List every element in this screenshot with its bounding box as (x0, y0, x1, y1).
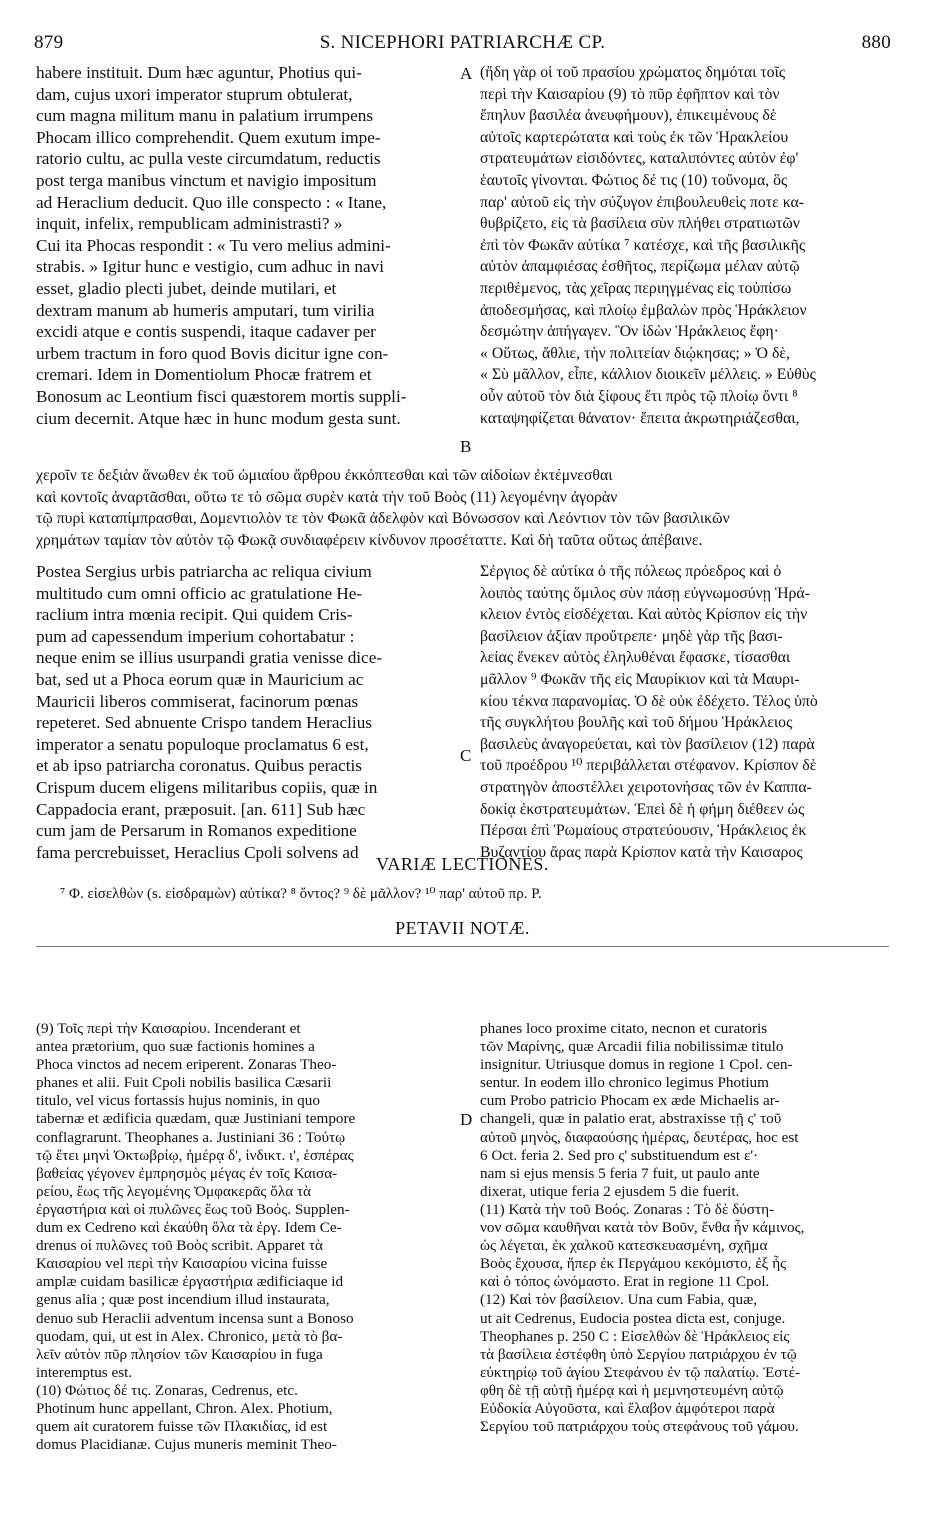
note-right-line: φθη δὲ τῇ αὐτῇ ἡμέρᾳ καὶ ἡ μεμνηστευμένη αὐτῷ (480, 1381, 784, 1399)
greek-full-line: χρημάτων ταμίαν τὸν αὐτὸν τῷ Φωκᾷ συνδιαφέρειν κίνδυνον προσέταττε. Καὶ δὴ ταῦτα οὕτως ἀπέβαινε. (36, 531, 703, 549)
note-right-line: (11) Κατὰ τὴν τοῦ Βοός. Zonaras : Τὸ δὲ δύστη- (480, 1200, 775, 1218)
note-left-line: drenus οἱ πυλῶνες τοῦ Βοὸς scribit. Apparet τὰ (36, 1237, 323, 1255)
latin-second-line: imperator a senatu populoque proclamatus 6 est, (36, 734, 369, 754)
latin-main-line: cium decernit. Atque hæc in hunc modum gesta sunt. (36, 408, 401, 428)
greek-main-line: παρ' αὐτοῦ εἰς τὴν σύζυγον ἐπιβουλευθεὶς ποτε κα- (480, 193, 805, 211)
latin-second-line: Crispum ducem eligens militaribus copiis, quæ in (36, 777, 378, 797)
greek-full-line: καὶ κοντοῖς ἀναρτᾶσθαι, οὕτω τε τὸ σῶμα συρὲν κατὰ τὴν τοῦ Βοὸς (11) λεγομένην ἀγορὰν (36, 488, 618, 506)
note-left-line: Photinum hunc appellant, Chron. Alex. Photium, (36, 1399, 333, 1417)
note-right-line: Theophanes p. 250 C : Εἰσελθὼν δὲ Ἡράκλειος εἰς (480, 1327, 790, 1345)
latin-main-line: urbem tractum in foro quod Bovis dicitur igne con- (36, 343, 389, 363)
notes-right-column (480, 1020, 900, 1436)
note-right-line: εὐκτηρίῳ τοῦ ἁγίου Στεφάνου ἐν τῷ παλατίῳ. Ἐστέ- (480, 1363, 801, 1381)
latin-main-line: ad Heraclium deducit. Quo ille conspecto : « Itane, (36, 192, 387, 212)
latin-second-line: fama percrebuisset, Heraclius Cpoli solvens ad (36, 842, 359, 862)
note-left-line: βαθείας γέγονεν ἐμπρησμὸς μέγας ἐν τοῖς Καισα- (36, 1164, 338, 1182)
greek-second-line: κλειον ἐντὸς εἰσδέχεται. Καὶ αὐτὸς Κρίσπον εἰς τὴν (480, 606, 808, 624)
greek-full-line: χεροῖν τε δεξιὰν ἄνωθεν ἐκ τοῦ ὠμιαίου ἄρθρου ἐκκόπτεσθαι καὶ τῶν αἰδοίων ἐκτέμνεσθαι (36, 467, 613, 484)
greek-full-width-text (36, 465, 902, 551)
latin-main-line: cum magna militum manu in palatium irrumpens (36, 106, 374, 126)
greek-main-line: ἀποδεσμήσας, καὶ πλοίῳ ἐμβαλὼν πρὸς Ἡράκλειον (480, 301, 807, 319)
note-left-line: dum ex Cedreno καὶ ἐκαύθη ὅλα τὰ ἐργ. Idem Ce- (36, 1219, 342, 1237)
variae-lectiones-heading: VARIÆ LECTIONES. (376, 854, 549, 874)
petavii-notae-heading: PETAVII NOTÆ. (395, 918, 530, 938)
latin-main-line: Phocam illico comprehendit. Quem exutum impe- (36, 127, 381, 147)
latin-main-line: cremari. Idem in Domentiolum Phocæ fratrem et (36, 365, 372, 385)
note-left-line: ἐργαστήρια καὶ οἱ πυλῶνες ἕως τοῦ Βοός. Supplen- (36, 1200, 350, 1218)
greek-main-line: (ἤδη γὰρ οἱ τοῦ πρασίου χρώματος δημόται τοῖς (480, 64, 786, 81)
note-right-line: phanes loco proxime citato, necnon et curatoris (480, 1020, 768, 1037)
greek-second-line: βασιλεὺς ἀναγορεύεται, καὶ τὸν βασίλειον (12) παρὰ (480, 735, 815, 753)
margin-marker-a: A (460, 64, 473, 83)
latin-main-line: ratorio cultu, ac pulla veste circumdatum, reductis (36, 149, 381, 169)
greek-main-line: ἐπὶ τὸν Φωκᾶν αὐτίκα ⁷ κατέσχε, καὶ τῆς βασιλικῆς (480, 236, 806, 254)
latin-main-line: esset, gladio plecti jubet, deinde mutilari, et (36, 278, 337, 298)
note-left-line: (10) Φώτιος δέ τις. Zonaras, Cedrenus, etc. (36, 1381, 298, 1399)
note-left-line: Phoca vinctos ad necem eriperent. Zonaras Theo- (36, 1056, 337, 1074)
note-left-line: Καισαρίου vel περὶ τὴν Καισαρίου vicina fuisse (36, 1255, 328, 1273)
note-left-line: λεῖν αὐτὸν πῦρ πλησίον τῶν Καισαρίου in fuga (36, 1345, 323, 1363)
note-right-line: changeli, quæ in palatio erat, abstraxisse τῇ ς' τοῦ (480, 1110, 782, 1128)
note-left-line: τῷ ἔτει μηνὶ Ὀκτωβρίῳ, ἡμέρᾳ δ', ἰνδικτ. ι', ἑσπέρας (36, 1146, 354, 1164)
note-left-line: ρείου, ἕως τῆς λεγομένης Ὀμφακερᾶς ὅλα τὰ (36, 1182, 312, 1200)
note-left-line: quem ait curatorem fuisse τῶν Πλακιδίας, id est (36, 1418, 328, 1436)
greek-main-line: δεσμώτην ἀπήγαγεν. Ὃν ἰδὼν Ἡράκλειος ἔφη· (480, 323, 779, 341)
running-header (34, 32, 891, 58)
note-left-line: conflagrarunt. Theophanes a. Justiniani 36 : Τούτῳ (36, 1128, 346, 1146)
greek-second-line: λείας ἕνεκεν αὐτὸς ἐληλυθέναι ἔφασκε, τίσασθαι (480, 649, 791, 667)
note-left-line: tabernæ et ædificia quædam, quæ Justiniani tempore (36, 1110, 356, 1128)
note-right-line: Βοὸς ἔχουσα, ἥπερ ἐκ Περγάμου κεκόμιστο, ἐξ ἧς (480, 1255, 787, 1273)
greek-main-line: οὖν αὐτοῦ τὸν διὰ ξίφους ἔτι πρὸς τῷ πλοίῳ ὄντι ⁸ (480, 387, 798, 405)
greek-second-line: δοκίᾳ ἐκστρατευμάτων. Ἐπεὶ δὲ ἡ φήμη διέθεεν ὡς (480, 800, 805, 818)
greek-main-line: « Οὕτως, ἄθλιε, τὴν πολιτείαν διῴκησας; » Ὁ δὲ, (480, 344, 790, 362)
latin-second-line: bat, sed ut a Phoca eorum quæ in Mauricium ac (36, 669, 364, 689)
greek-second-line: Σέργιος δὲ αὐτίκα ὁ τῆς πόλεως πρόεδρος καὶ ὁ (480, 563, 782, 580)
note-right-line: dixerat, utique feria 2 ejusdem 5 die fuerit. (480, 1182, 740, 1200)
latin-second-line: Cappadocia erant, præposuit. [an. 611] Sub hæc (36, 799, 366, 819)
latin-second-line: repeteret. Sed abnuente Crispo tandem Heraclius (36, 713, 372, 733)
latin-second-line: et ab ipso patriarcha coronatus. Quibus peractis (36, 756, 362, 776)
greek-second-line: τῆς συγκλήτου βουλῆς καὶ τοῦ δήμου Ἡράκλειος (480, 714, 793, 732)
greek-second-line: Βυζαντίου ἄρας παρὰ Κρίσπον κατὰ τὴν Καισαρος (480, 843, 803, 861)
latin-second-line: cum jam de Persarum in Romanos expeditione (36, 821, 357, 841)
latin-main-line: habere instituit. Dum hæc aguntur, Photius qui- (36, 63, 362, 82)
latin-second-column (36, 561, 456, 863)
note-right-line: αὐτοῦ μηνὸς, διαφαούσης ἡμέρας, δευτέρας, hoc est (480, 1128, 799, 1146)
note-right-line: nam si ejus mensis 5 feria 7 fuit, ut paulo ante (480, 1164, 760, 1182)
greek-main-line: θυβρίζετο, εἰς τὰ βασίλεια σὺν πλήθει στρατιωτῶν (480, 215, 800, 233)
note-right-line: ὡς λέγεται, ἐκ χαλκοῦ κατεσκευασμένη, σχῆμα (480, 1237, 768, 1255)
note-right-line: insignitur. Utriusque domus in regione 1 Cpol. cen- (480, 1056, 793, 1074)
greek-main-line: στρατευμάτων εἰσιδόντες, καταλιπόντες αὐτὸν ἐφ' (480, 150, 799, 168)
latin-second-line: Postea Sergius urbis patriarcha ac reliqua civium (36, 562, 372, 581)
greek-main-line: ἔπηλυν βασιλέα ἀνευφήμουν), ἐπικειμένους δὲ (480, 107, 777, 125)
note-left-line: titulo, vel vicus fortassis hujus nominis, in quo (36, 1092, 320, 1110)
note-left-line: (9) Τοῖς περὶ τὴν Καισαρίου. Incenderant et (36, 1020, 301, 1037)
greek-second-line: βασίλειον ἀξίαν προὔτρεπε· μηδὲ γὰρ τῆς βασι- (480, 627, 783, 645)
greek-second-line: κίου τέκνα παρανομίας. Ὁ δὲ οὐκ ἐδέχετο. Τέλος ὑπὸ (480, 692, 818, 710)
note-right-line: νον σῶμα καυθῆναι κατὰ τὸν Βοῦν, ἔνθα ἦν κάμινος, (480, 1219, 805, 1237)
running-title: S. NICEPHORI PATRIARCHÆ CP. (319, 32, 606, 53)
latin-main-line: dam, cujus uxori imperator stuprum obtulerat, (36, 84, 353, 104)
greek-main-line: περὶ τὴν Καισαρίου (9) τὸ πῦρ ἐφῆπτον καὶ τὸν (480, 85, 780, 103)
note-right-line: καὶ ὁ τόπος ὠνόμαστο. Erat in regione 11 Cpol. (480, 1273, 770, 1291)
greek-second-line: τοῦ προέδρου ¹⁰ περιβάλλεται στέφανον. Κρίσπον δὲ (480, 757, 817, 775)
latin-main-line: dextram manum ab humeris amputari, tum virilia (36, 300, 375, 320)
note-right-line: Σεργίου τοῦ πατριάρχου τοὺς στεφάνους τοῦ γάμου. (480, 1418, 799, 1436)
greek-full-line: τῷ πυρὶ καταπίμπρασθαι, Δομεντιολὸν τε τὸν Φωκᾶ ἀδελφὸν καὶ Βόνωσσον καὶ Λεόντιον τὸν τῶν βασιλικῶν (36, 510, 730, 528)
greek-second-line: μᾶλλον ⁹ Φωκᾶν τῆς εἰς Μαυρίκιον καὶ τὰ Μαυρι- (480, 670, 800, 688)
note-right-line: (12) Καὶ τὸν βασίλειον. Una cum Fabia, quæ, (480, 1291, 758, 1309)
greek-second-line: στρατηγὸν ἀποστέλλει χειροτονήσας τῶν ἐν Καππα- (480, 778, 812, 796)
note-left-line: interemptus est. (36, 1363, 133, 1381)
page-number-right: 880 (861, 32, 891, 53)
greek-main-line: αὐτοῖς καρτερώτατα καὶ τοὺς ἐκ τῶν Ἡρακλείου (480, 128, 789, 146)
latin-second-line: pum ad capessendum imperium cohortabatur : (36, 626, 355, 646)
section-divider (36, 946, 889, 947)
note-right-line: τὰ βασίλεια ἐστέφθη ὑπὸ Σεργίου πατριάρχου ἐν τῷ (480, 1345, 797, 1363)
greek-main-line: « Σὺ μᾶλλον, εἶπε, κάλλιον διοικεῖν μέλλεις. » Εὐθὺς (480, 366, 816, 384)
note-left-line: genus alia ; quæ post incendium illud instaurata, (36, 1291, 330, 1309)
notes-left-column (36, 1020, 456, 1454)
greek-second-column (480, 561, 900, 863)
margin-marker-d: D (460, 1110, 473, 1129)
note-right-line: τῶν Μαρίνης, quæ Arcadii filia nobilissimæ titulo (480, 1038, 784, 1056)
note-left-line: denuo sub Heraclii adventum incensa sunt a Bonoso (36, 1309, 354, 1327)
note-right-line: sentur. In eodem illo chronico legimus Photium (480, 1074, 769, 1092)
greek-second-line: Πέρσαι ἐπὶ Ῥωμαίους στρατεύουσιν, Ἡράκλειος ἐκ (480, 822, 807, 840)
variae-lectiones-text: ⁷ Φ. εἰσελθὼν (s. εἰσδραμὼν) αὐτίκα? ⁸ ὄντος? ⁹ δὲ μᾶλλον? ¹⁰ παρ' αὐτοῦ πρ. P. (60, 886, 542, 902)
latin-main-line: Cui ita Phocas respondit : « Tu vero melius admini- (36, 235, 391, 255)
latin-main-line: inquit, infelix, rempublicam administrasti? » (36, 214, 343, 234)
greek-main-line: ἑαυτοῖς γίνονται. Φώτιος δέ τις (10) τοὔνομα, ὃς (480, 171, 788, 189)
latin-main-line: excidi atque e contis suspendi, itaque cadaver per (36, 322, 376, 342)
note-left-line: amplæ cuidam basilicæ ἐργαστήρια ædificiaque id (36, 1273, 344, 1291)
latin-main-line: strabis. » Igitur hunc e vestigio, cum adhuc in navi (36, 257, 384, 277)
note-right-line: 6 Oct. feria 2. Sed pro ς' substituendum est ε'· (480, 1146, 759, 1164)
note-left-line: domus Placidianæ. Cujus muneris meminit Theo- (36, 1436, 337, 1454)
note-right-line: ut ait Cedrenus, Eudocia postea dicta est, conjuge. (480, 1309, 786, 1327)
note-right-line: Εὐδοκία Αὐγοῦστα, καὶ ἔλαβον ἀμφότεροι παρὰ (480, 1399, 775, 1417)
latin-second-line: neque enim se illius usurpandi gratia venisse dice- (36, 648, 383, 668)
greek-second-line: λοιπὸς ταύτης ὅμιλος σὺν πάσῃ εὐγνωμοσύνῃ Ἡρά- (480, 584, 810, 602)
note-left-line: phanes et alii. Fuit Cpoli nobilis basilica Cæsarii (36, 1074, 332, 1092)
latin-main-line: post terga manibus vinctum et navigio impositum (36, 170, 377, 190)
greek-main-line: περιθέμενος, τὰς χεῖρας περιηγμένας εἰς τοὐπίσω (480, 279, 792, 297)
margin-marker-b: B (460, 437, 472, 456)
margin-marker-c: C (460, 746, 472, 765)
page-number-left: 879 (34, 32, 64, 53)
latin-second-line: multitudo cum omni officio ac gratulatione He- (36, 583, 363, 603)
note-right-line: cum Probo patricio Phocam ex æde Michaelis ar- (480, 1092, 780, 1110)
greek-main-line: αὐτὸν ἀπαμφιέσας ἐσθῆτος, περίζωμα μέλαν αὐτῷ (480, 258, 800, 276)
latin-main-line: Bonosum ac Leontium fisci quæstorem mortis suppli- (36, 386, 407, 406)
latin-second-line: Mauricii liberos commiserat, facinorum pœnas (36, 691, 359, 711)
latin-main-column (36, 62, 456, 429)
note-left-line: antea prætorium, quo suæ factionis homines a (36, 1038, 315, 1056)
greek-main-column (480, 62, 900, 429)
note-left-line: quodam, qui, ut est in Alex. Chronico, μετὰ τὸ βα- (36, 1327, 343, 1345)
latin-second-line: raclium intra mœnia recipit. Qui quidem Cris- (36, 605, 353, 625)
greek-main-line: καταψηφίζεται θάνατον· ἔπειτα ἀκρωτηριάζεσθαι, (480, 409, 800, 427)
